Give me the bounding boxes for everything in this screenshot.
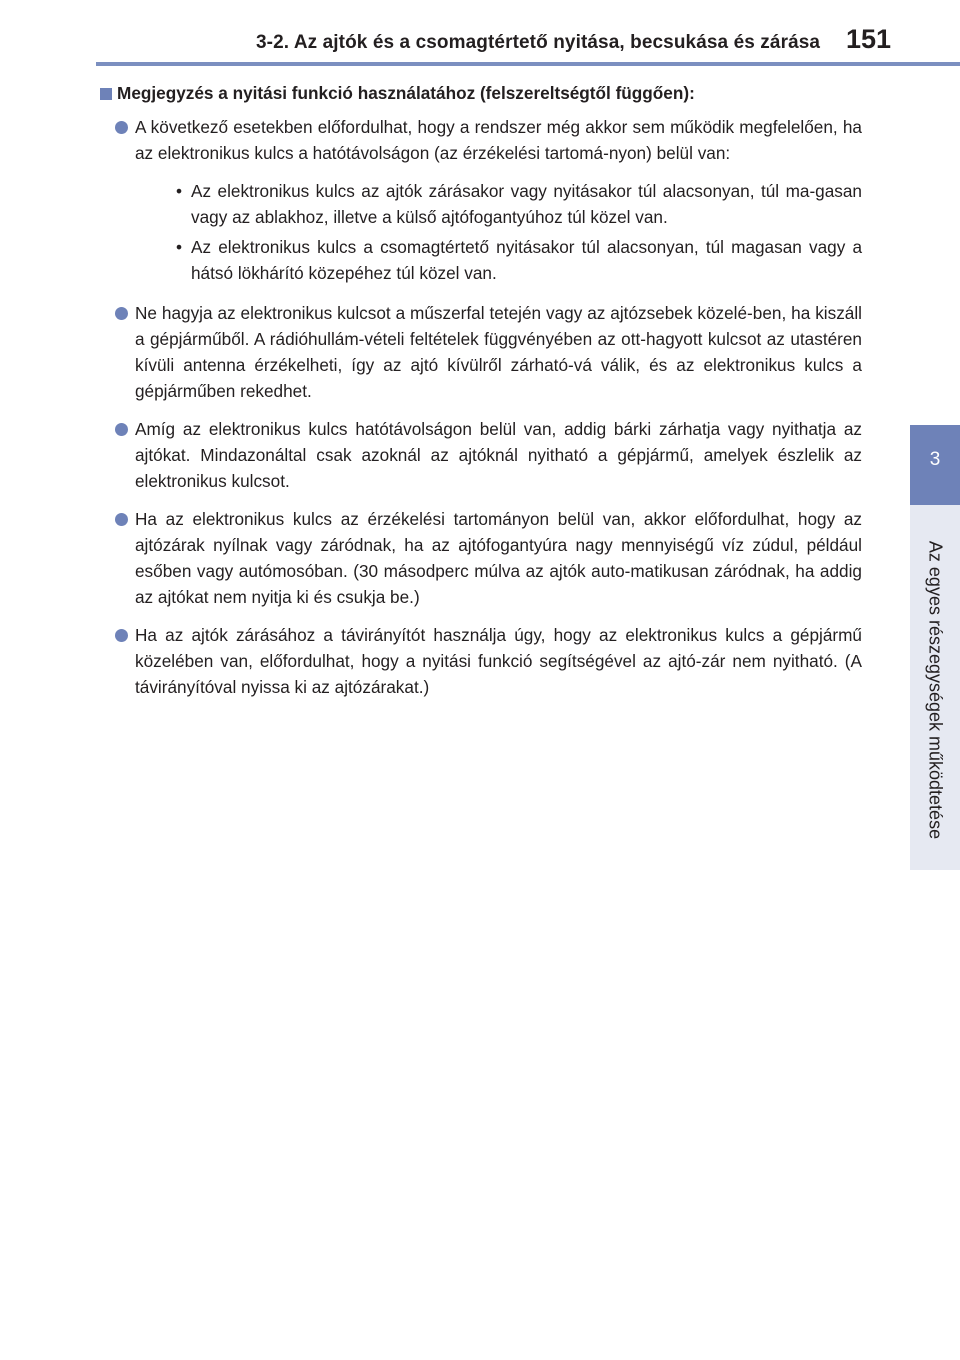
chapter-tab [910,425,960,505]
square-bullet-icon [100,88,112,100]
sub-list-item-text: Az elektronikus kulcs az ajtók zárásakor vagy nyitásakor túl alacsonyan, túl ma-gasan vagy az ablakhoz, illetve a külső ajtófogantyúhoz túl közel van. [191,181,862,227]
note-bullet-text: Ha az elektronikus kulcs az érzékelési tartományon belül van, akkor előfordulhat, hogy az ajtózárak nyílnak vagy záródnak, ha az ajtófogantyúra nagy mennyiségű víz zúdul, például esőben vagy autómosóban. (30 másodperc múlva az ajtók auto-matikusan záródnak, ha addig az ajtókat nem nyitja ki és csukja be.) [135,509,862,607]
sub-list [135,178,862,286]
running-header-title: 3-2. Az ajtók és a csomagtértető nyitása, becsukása és zárása [256,32,821,53]
section-heading-text: Megjegyzés a nyitási funkció használatához (felszereltségtől függően): [117,83,695,103]
note-bullet [99,622,862,700]
chapter-label: Az egyes részegységek működtetése [925,540,946,840]
circle-bullet-icon [115,513,128,526]
note-bullet [99,506,862,610]
circle-bullet-icon [115,423,128,436]
note-bullet [99,416,862,494]
note-bullet [99,300,862,404]
page-number: 151 [846,24,892,54]
circle-bullet-icon [115,121,128,134]
section-heading [99,80,862,106]
circle-bullet-icon [115,629,128,642]
dot-marker: • [175,237,183,257]
sub-list-item [135,178,862,230]
note-bullet-text: A következő esetekben előfordulhat, hogy a rendszer még akkor sem működik megfelelően, ha az elektronikus kulcs a hatótávolságon (az érzékelési tartomá-nyon) belül van: [135,117,862,163]
circle-bullet-icon [115,307,128,320]
page-content [99,80,862,712]
dot-marker: • [175,181,183,201]
chapter-number: 3 [929,449,941,470]
note-bullet-text: Ha az ajtók zárásához a távirányítót használja úgy, hogy az elektronikus kulcs a gépjármű közelében van, előfordulhat, hogy a nyitási funkció segítségével az ajtó-zár nem nyitható. (A távirányítóval nyissa ki az ajtózárakat.) [135,625,862,697]
note-bullet-text: Ne hagyja az elektronikus kulcsot a műszerfal tetején vagy az ajtózsebek közelé-ben, ha kiszáll a gépjárműből. A rádióhullám-vételi feltételek függvényében az ott-hagyott kulcsot az utastéren kívüli antenna érzékelheti, így az ajtó kívülről zárható-vá válik, és az elektronikus kulcs a gépjárműben rekedhet. [135,303,862,401]
header-rule [96,62,960,66]
note-bullet [99,114,862,286]
sub-list-item [135,234,862,286]
sub-list-item-text: Az elektronikus kulcs a csomagtértető nyitásakor túl alacsonyan, túl magasan vagy a hátsó lökhárító közepéhez túl közel van. [191,237,862,283]
note-bullet-text: Amíg az elektronikus kulcs hatótávolságon belül van, addig bárki zárhatja vagy nyithatja az ajtókat. Mindazonáltal csak azoknál az ajtóknál nyitható a gépjármű, amelyek észlelik az elektronikus kulcsot. [135,419,862,491]
